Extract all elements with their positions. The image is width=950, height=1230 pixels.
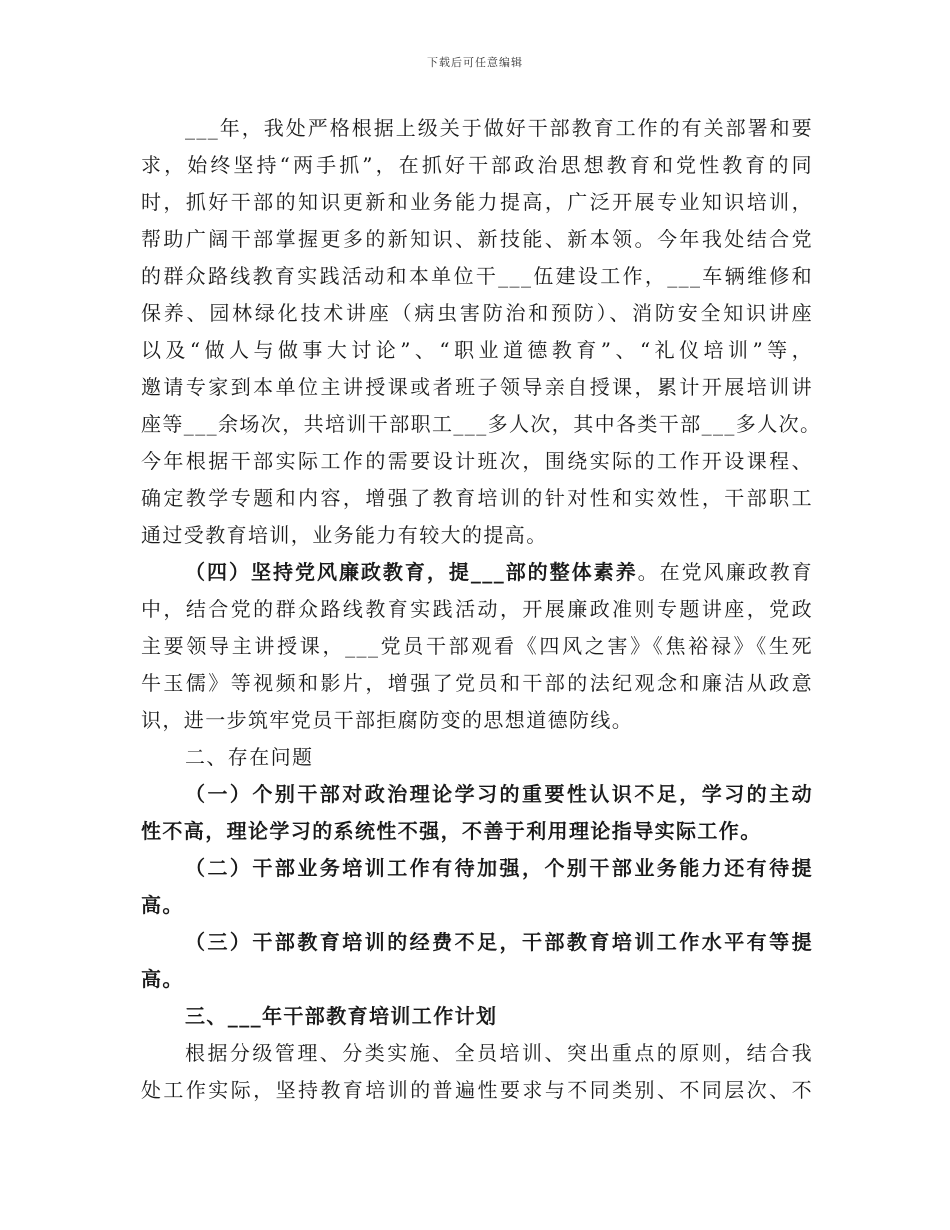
text-line: 识，进一步筑牢党员干部拒腐防变的思想道德防线。 [141,708,634,732]
text-line: （三）干部教育培训的经费不足，干部教育培训工作水平有等提 [185,930,813,954]
text-line: 邀请专家到本单位主讲授课或者班子领导亲自授课，累计开展培训讲 [141,375,813,399]
page-header: 下载后可任意编辑 [427,56,523,69]
text-line: 三、___年干部教育培训工作计划 [185,1004,498,1028]
text-line: 牛玉儒》等视频和影片，增强了党员和干部的法纪观念和廉洁从政意 [141,671,813,695]
text-line: 中，结合党的群众路线教育实践活动，开展廉政准则专题讲座，党政 [141,597,813,621]
text-line: 保养、园林绿化技术讲座（病虫害防治和预防）、消防安全知识讲座 [141,301,813,325]
text-line: （一）个别干部对政治理论学习的重要性认识不足，学习的主动 [185,782,813,806]
document-body [141,110,822,1109]
text-line: 二、存在问题 [185,745,314,769]
bold-text-span: （四）坚持党风廉政教育，提___部的整体素养 [185,560,638,584]
text-line: 处工作实际，坚持教育培训的普遍性要求与不同类别、不同层次、不 [141,1078,813,1102]
text-line: 高。 [141,967,184,991]
text-line: 主要领导主讲授课，___党员干部观看《四风之害》《焦裕禄》《生死 [141,634,813,658]
text-line: 时，抓好干部的知识更新和业务能力提高，广泛开展专业知识培训， [141,190,813,214]
text-line: 帮助广阔干部掌握更多的新知识、新技能、新本领。今年我处结合党 [141,227,813,251]
text-line: 的群众路线教育实践活动和本单位干___伍建设工作，___车辆维修和 [141,264,813,288]
text-line: 座等___余场次，共培训干部职工___多人次，其中各类干部___多人次。 [141,412,822,436]
text-line: 根据分级管理、分类实施、全员培训、突出重点的原则，结合我 [185,1041,813,1065]
text-line: 通过受教育培训，业务能力有较大的提高。 [141,523,548,547]
text-span: 。在党风廉政教育 [637,560,813,584]
text-line: 高。 [141,893,184,917]
text-line: 今年根据干部实际工作的需要设计班次，围绕实际的工作开设课程、 [141,449,813,473]
text-line: 以及“做人与做事大讨论”、“职业道德教育”、“礼仪培训”等， [141,338,813,362]
text-line: （二）干部业务培训工作有待加强，个别干部业务能力还有待提 [185,856,813,880]
text-line: 求，始终坚持“两手抓”，在抓好干部政治思想教育和党性教育的同 [141,153,813,177]
text-line: 性不高，理论学习的系统性不强，不善于利用理论指导实际工作。 [141,819,762,843]
text-line: ___年，我处严格根据上级关于做好干部教育工作的有关部署和要 [185,116,813,140]
text-line [141,554,813,591]
text-line: 确定教学专题和内容，增强了教育培训的针对性和实效性，干部职工 [141,486,813,510]
